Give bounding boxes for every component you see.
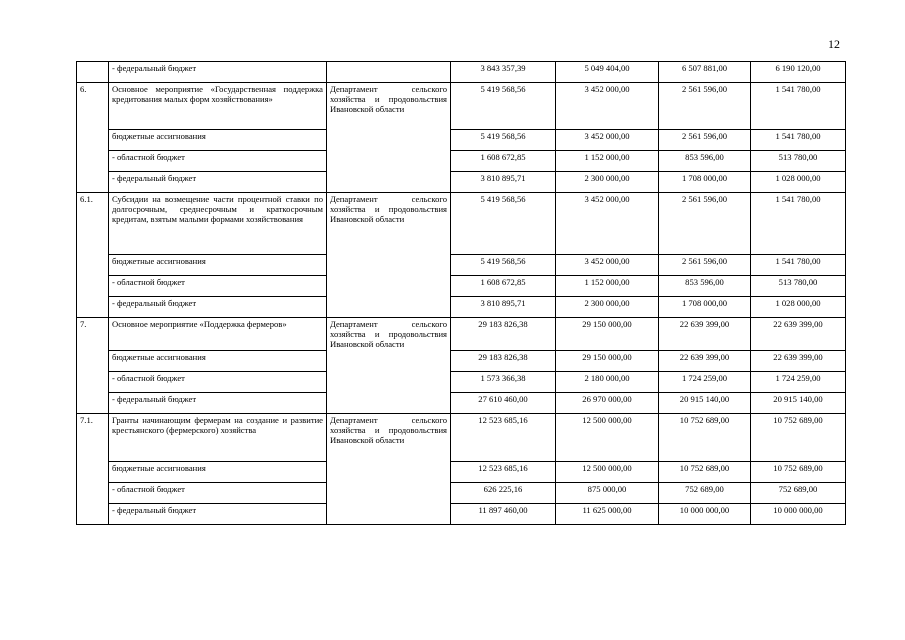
amount-cell: 2 300 000,00	[556, 297, 659, 318]
amount-cell: 12 500 000,00	[556, 414, 659, 462]
amount-cell: 2 561 596,00	[659, 255, 751, 276]
row-label: - областной бюджет	[109, 151, 327, 172]
row-label: бюджетные ассигнования	[109, 255, 327, 276]
amount-cell: 513 780,00	[751, 276, 846, 297]
row-label: - федеральный бюджет	[109, 62, 327, 83]
page-number: 12	[828, 37, 840, 51]
dept-cell	[327, 62, 451, 83]
amount-cell: 2 180 000,00	[556, 372, 659, 393]
amount-cell: 22 639 399,00	[751, 351, 846, 372]
row-number: 7.	[77, 318, 109, 414]
section-main-row	[77, 414, 846, 462]
amount-cell: 20 915 140,00	[751, 393, 846, 414]
amount-cell: 29 183 826,38	[451, 318, 556, 351]
amount-cell: 29 183 826,38	[451, 351, 556, 372]
amount-cell: 5 419 568,56	[451, 83, 556, 130]
row-label: - федеральный бюджет	[109, 393, 327, 414]
amount-cell: 1 028 000,00	[751, 172, 846, 193]
amount-cell: 3 452 000,00	[556, 130, 659, 151]
amount-cell: 10 752 689,00	[659, 414, 751, 462]
table-row	[77, 372, 846, 393]
table-row	[77, 297, 846, 318]
amount-cell: 3 452 000,00	[556, 255, 659, 276]
amount-cell: 6 507 881,00	[659, 62, 751, 83]
table-row	[77, 172, 846, 193]
table-body	[77, 62, 846, 525]
amount-cell: 10 752 689,00	[751, 414, 846, 462]
amount-cell: 22 639 399,00	[659, 351, 751, 372]
amount-cell: 27 610 460,00	[451, 393, 556, 414]
amount-cell: 1 541 780,00	[751, 130, 846, 151]
amount-cell: 29 150 000,00	[556, 351, 659, 372]
amount-cell: 853 596,00	[659, 151, 751, 172]
amount-cell: 3 452 000,00	[556, 193, 659, 255]
amount-cell: 3 843 357,39	[451, 62, 556, 83]
amount-cell: 1 541 780,00	[751, 83, 846, 130]
amount-cell: 1 724 259,00	[751, 372, 846, 393]
amount-cell: 10 752 689,00	[751, 462, 846, 483]
amount-cell: 875 000,00	[556, 483, 659, 504]
row-number-cell	[77, 62, 109, 83]
amount-cell: 752 689,00	[751, 483, 846, 504]
measure-description: Основное мероприятие «Поддержка фермеров»	[109, 318, 327, 351]
amount-cell: 1 152 000,00	[556, 151, 659, 172]
amount-cell: 11 897 460,00	[451, 504, 556, 525]
amount-cell: 1 028 000,00	[751, 297, 846, 318]
amount-cell: 1 608 672,85	[451, 276, 556, 297]
amount-cell: 853 596,00	[659, 276, 751, 297]
table-row	[77, 351, 846, 372]
responsible-department: Департамент сельского хозяйства и продовольствия Ивановской области	[327, 414, 451, 525]
amount-cell: 12 500 000,00	[556, 462, 659, 483]
table-row	[77, 62, 846, 83]
row-number: 6.1.	[77, 193, 109, 318]
row-label: - областной бюджет	[109, 483, 327, 504]
amount-cell: 513 780,00	[751, 151, 846, 172]
section-main-row	[77, 193, 846, 255]
row-label: - областной бюджет	[109, 276, 327, 297]
table-row	[77, 483, 846, 504]
amount-cell: 5 419 568,56	[451, 193, 556, 255]
table-row	[77, 393, 846, 414]
row-label: бюджетные ассигнования	[109, 130, 327, 151]
amount-cell: 10 000 000,00	[751, 504, 846, 525]
amount-cell: 5 049 404,00	[556, 62, 659, 83]
amount-cell: 1 573 366,38	[451, 372, 556, 393]
table-row	[77, 130, 846, 151]
amount-cell: 2 561 596,00	[659, 83, 751, 130]
measure-description: Субсидии на возмещение части процентной ставки по долгосрочным, среднесрочным и краткосрочным кредитам, взятым малыми формами хозяйствования	[109, 193, 327, 255]
table-row	[77, 504, 846, 525]
table-row	[77, 276, 846, 297]
responsible-department: Департамент сельского хозяйства и продовольствия Ивановской области	[327, 318, 451, 414]
amount-cell: 26 970 000,00	[556, 393, 659, 414]
row-label: - федеральный бюджет	[109, 504, 327, 525]
amount-cell: 1 541 780,00	[751, 255, 846, 276]
amount-cell: 1 708 000,00	[659, 172, 751, 193]
amount-cell: 22 639 399,00	[659, 318, 751, 351]
amount-cell: 22 639 399,00	[751, 318, 846, 351]
amount-cell: 12 523 685,16	[451, 414, 556, 462]
amount-cell: 20 915 140,00	[659, 393, 751, 414]
amount-cell: 3 810 895,71	[451, 172, 556, 193]
amount-cell: 10 000 000,00	[659, 504, 751, 525]
responsible-department: Департамент сельского хозяйства и продовольствия Ивановской области	[327, 193, 451, 318]
amount-cell: 6 190 120,00	[751, 62, 846, 83]
amount-cell: 3 452 000,00	[556, 83, 659, 130]
amount-cell: 11 625 000,00	[556, 504, 659, 525]
table-row	[77, 462, 846, 483]
table-row	[77, 151, 846, 172]
amount-cell: 1 724 259,00	[659, 372, 751, 393]
row-label: бюджетные ассигнования	[109, 351, 327, 372]
responsible-department: Департамент сельского хозяйства и продовольствия Ивановской области	[327, 83, 451, 193]
row-label: - федеральный бюджет	[109, 297, 327, 318]
budget-table	[76, 61, 846, 525]
amount-cell: 5 419 568,56	[451, 130, 556, 151]
amount-cell: 2 561 596,00	[659, 130, 751, 151]
section-main-row	[77, 83, 846, 130]
amount-cell: 1 541 780,00	[751, 193, 846, 255]
amount-cell: 626 225,16	[451, 483, 556, 504]
amount-cell: 752 689,00	[659, 483, 751, 504]
measure-description: Гранты начинающим фермерам на создание и развитие крестьянского (фермерского) хозяйства	[109, 414, 327, 462]
amount-cell: 3 810 895,71	[451, 297, 556, 318]
amount-cell: 10 752 689,00	[659, 462, 751, 483]
row-label: - федеральный бюджет	[109, 172, 327, 193]
amount-cell: 1 608 672,85	[451, 151, 556, 172]
measure-description: Основное мероприятие «Государственная поддержка кредитования малых форм хозяйствования»	[109, 83, 327, 130]
amount-cell: 2 300 000,00	[556, 172, 659, 193]
section-main-row	[77, 318, 846, 351]
amount-cell: 5 419 568,56	[451, 255, 556, 276]
amount-cell: 1 708 000,00	[659, 297, 751, 318]
amount-cell: 2 561 596,00	[659, 193, 751, 255]
row-number: 7.1.	[77, 414, 109, 525]
amount-cell: 29 150 000,00	[556, 318, 659, 351]
row-label: - областной бюджет	[109, 372, 327, 393]
amount-cell: 12 523 685,16	[451, 462, 556, 483]
amount-cell: 1 152 000,00	[556, 276, 659, 297]
row-number: 6.	[77, 83, 109, 193]
table-row	[77, 255, 846, 276]
row-label: бюджетные ассигнования	[109, 462, 327, 483]
